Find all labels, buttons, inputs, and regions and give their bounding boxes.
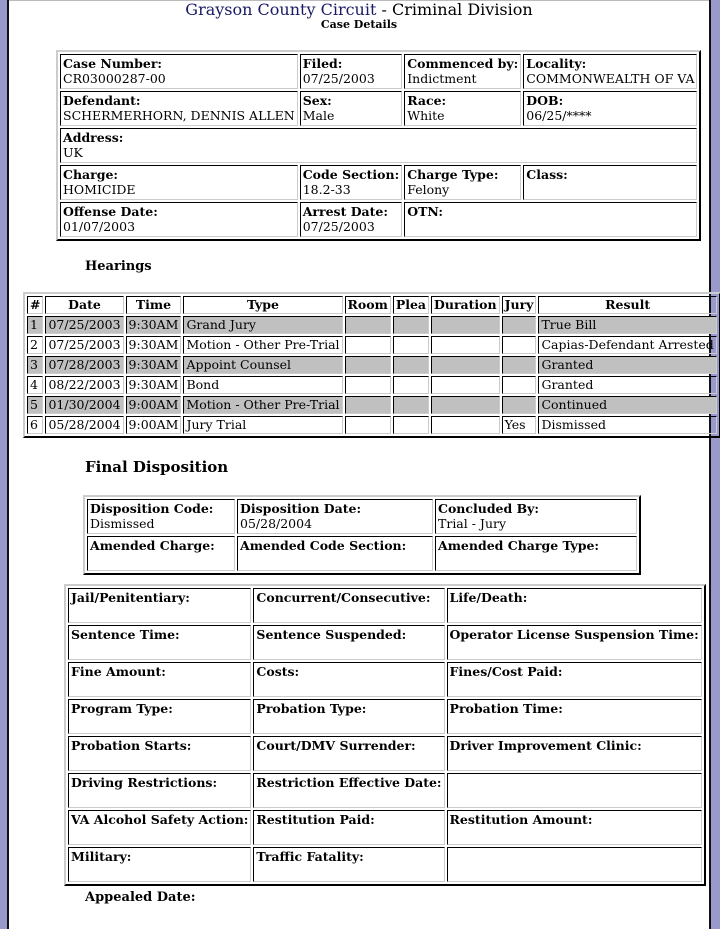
locality-value: COMMONWEALTH OF VA [526, 71, 695, 86]
sentencing-row [68, 662, 702, 697]
case-details-table [56, 50, 701, 241]
hearing-jury-cell [502, 396, 537, 414]
hearing-duration-cell [431, 376, 500, 394]
page-subtitle: Case Details [320, 18, 398, 31]
hearing-plea-cell [393, 416, 429, 434]
final-disposition-heading: Final Disposition [85, 458, 229, 476]
col-result: Result [538, 296, 716, 314]
hearing-result-cell: Continued [538, 396, 716, 414]
commenced-by-cell: Commenced by: Indictment [404, 54, 521, 89]
code-section-cell: Code Section: 18.2-33 [300, 165, 402, 200]
sentencing-row [68, 810, 702, 845]
hearing-room-cell [345, 416, 391, 434]
hearing-date-cell: 07/25/2003 [45, 336, 123, 354]
charge-type-value: Felony [407, 182, 450, 197]
sentencing-field-cell [253, 625, 444, 660]
sentencing-field-cell [253, 847, 444, 882]
sentencing-field-label: Costs: [256, 664, 300, 679]
locality-cell: Locality: COMMONWEALTH OF VA [523, 54, 697, 89]
address-value: UK [63, 145, 83, 160]
sentencing-field-label: Sentence Suspended: [256, 627, 407, 642]
sentencing-row [68, 625, 702, 660]
sentencing-field-label: Driver Improvement Clinic: [449, 738, 642, 753]
disposition-code-value: Dismissed [90, 516, 155, 531]
race-cell: Race: White [404, 91, 521, 126]
hearing-duration-cell [431, 356, 500, 374]
sentencing-field-cell [447, 699, 702, 734]
hearing-type-cell: Jury Trial [183, 416, 342, 434]
hearing-type-cell: Motion - Other Pre-Trial [183, 396, 342, 414]
sentencing-field-label: Fines/Cost Paid: [449, 664, 563, 679]
sentencing-field-cell [68, 699, 251, 734]
commenced-by-value: Indictment [407, 71, 477, 86]
sentencing-field-cell [253, 773, 444, 808]
sentencing-field-label: Restitution Amount: [449, 812, 593, 827]
hearing-duration-cell [431, 336, 500, 354]
col-time: Time [126, 296, 182, 314]
hearings-body [27, 316, 717, 434]
hearing-row [27, 316, 717, 334]
hearing-plea-cell [393, 356, 429, 374]
sentencing-field-label: Operator License Suspension Time: [449, 627, 699, 642]
sentencing-field-cell [253, 810, 444, 845]
charge-cell: Charge: HOMICIDE [60, 165, 298, 200]
sentencing-field-cell [68, 736, 251, 771]
sentencing-field-cell [447, 847, 702, 882]
sentencing-field-cell [447, 736, 702, 771]
otn-cell: OTN: [404, 202, 697, 237]
defendant-value: SCHERMERHORN, DENNIS ALLEN [63, 108, 295, 123]
sentencing-row [68, 699, 702, 734]
hearing-result-cell: Dismissed [538, 416, 716, 434]
col-number: # [27, 296, 43, 314]
hearing-row [27, 336, 717, 354]
col-jury: Jury [502, 296, 537, 314]
sentencing-field-cell [68, 847, 251, 882]
hearing-jury-cell [502, 376, 537, 394]
dob-cell: DOB: 06/25/**** [523, 91, 697, 126]
col-type: Type [183, 296, 342, 314]
offense-date-value: 01/07/2003 [63, 219, 136, 234]
sentencing-field-label: Court/DMV Surrender: [256, 738, 416, 753]
sentencing-row [68, 773, 702, 808]
hearing-type-cell: Grand Jury [183, 316, 342, 334]
sentencing-field-label: Life/Death: [449, 590, 528, 605]
disposition-date-value: 05/28/2004 [240, 516, 313, 531]
sentencing-field-label: Restitution Paid: [256, 812, 375, 827]
hearing-result-cell: True Bill [538, 316, 716, 334]
hearing-jury-cell: Yes [502, 416, 537, 434]
sentencing-field-label: Fine Amount: [71, 664, 166, 679]
arrest-date-value: 07/25/2003 [302, 219, 375, 234]
sex-value: Male [302, 108, 335, 123]
hearing-time-cell: 9:30AM [126, 336, 182, 354]
amended-code-section-cell: Amended Code Section: [237, 536, 433, 571]
hearing-result-cell: Granted [538, 376, 716, 394]
hearing-date-cell: 07/28/2003 [45, 356, 123, 374]
hearing-jury-cell [502, 356, 537, 374]
appealed-date-label: Appealed Date: [85, 890, 196, 905]
hearing-plea-cell [393, 316, 429, 334]
hearing-time-cell: 9:30AM [126, 356, 182, 374]
col-room: Room [345, 296, 391, 314]
sentencing-body [68, 588, 702, 882]
hearing-jury-cell [502, 336, 537, 354]
sentencing-field-label: Probation Type: [256, 701, 367, 716]
hearing-date-cell: 07/25/2003 [45, 316, 123, 334]
class-cell: Class: [523, 165, 697, 200]
offense-date-cell: Offense Date: 01/07/2003 [60, 202, 298, 237]
sentencing-field-label: Restriction Effective Date: [256, 775, 442, 790]
sentencing-row [68, 736, 702, 771]
sentencing-field-cell [447, 773, 702, 808]
hearing-time-cell: 9:30AM [126, 376, 182, 394]
col-plea: Plea [393, 296, 429, 314]
hearings-table [23, 292, 720, 438]
hearing-duration-cell [431, 416, 500, 434]
hearing-room-cell [345, 336, 391, 354]
hearing-room-cell [345, 396, 391, 414]
hearing-date-cell: 05/28/2004 [45, 416, 123, 434]
disposition-code-cell: Disposition Code: Dismissed [87, 499, 235, 534]
sex-cell: Sex: Male [300, 91, 402, 126]
sentencing-field-cell [253, 662, 444, 697]
concluded-by-value: Trial - Jury [438, 516, 507, 531]
hearings-heading: Hearings [85, 259, 152, 274]
sentencing-field-cell [253, 588, 444, 623]
hearing-jury-cell [502, 316, 537, 334]
page [7, 0, 714, 929]
sentencing-field-label: Sentence Time: [71, 627, 180, 642]
sentencing-field-cell [253, 699, 444, 734]
sentencing-field-cell [68, 588, 251, 623]
hearing-duration-cell [431, 396, 500, 414]
hearing-number-cell: 5 [27, 396, 43, 414]
hearing-row [27, 376, 717, 394]
address-cell: Address: UK [60, 128, 697, 163]
hearing-number-cell: 1 [27, 316, 43, 334]
hearing-plea-cell [393, 396, 429, 414]
filed-value: 07/25/2003 [302, 71, 375, 86]
hearing-number-cell: 2 [27, 336, 43, 354]
hearing-time-cell: 9:30AM [126, 316, 182, 334]
amended-charge-type-cell: Amended Charge Type: [435, 536, 637, 571]
hearing-room-cell [345, 316, 391, 334]
sentencing-field-cell [447, 810, 702, 845]
sentencing-field-label: Program Type: [71, 701, 173, 716]
hearing-number-cell: 4 [27, 376, 43, 394]
sentencing-field-label: Jail/Penitentiary: [71, 590, 190, 605]
hearing-date-cell: 01/30/2004 [45, 396, 123, 414]
hearing-row [27, 356, 717, 374]
sentencing-field-label: Probation Starts: [71, 738, 192, 753]
hearing-row [27, 416, 717, 434]
hearing-number-cell: 6 [27, 416, 43, 434]
court-name: Grayson County Circuit [185, 0, 377, 19]
charge-value: HOMICIDE [63, 182, 136, 197]
case-number-value: CR03000287-00 [63, 71, 166, 86]
sentencing-field-cell [68, 773, 251, 808]
final-disposition-table [83, 495, 641, 575]
case-number-cell: Case Number: CR03000287-00 [60, 54, 298, 89]
hearing-row [27, 396, 717, 414]
filed-cell: Filed: 07/25/2003 [300, 54, 402, 89]
defendant-cell: Defendant: SCHERMERHORN, DENNIS ALLEN [60, 91, 298, 126]
sentencing-field-label: Military: [71, 849, 132, 864]
hearing-type-cell: Bond [183, 376, 342, 394]
hearing-result-cell: Capias-Defendant Arrested [538, 336, 716, 354]
sentencing-row [68, 847, 702, 882]
col-date: Date [45, 296, 123, 314]
sentencing-row [68, 588, 702, 623]
concluded-by-cell: Concluded By: Trial - Jury [435, 499, 637, 534]
hearing-time-cell: 9:00AM [126, 396, 182, 414]
hearing-plea-cell [393, 376, 429, 394]
sentencing-table [64, 584, 706, 886]
hearing-result-cell: Granted [538, 356, 716, 374]
hearing-time-cell: 9:00AM [126, 416, 182, 434]
sentencing-field-cell [68, 810, 251, 845]
division-name: - Criminal Division [376, 0, 533, 19]
disposition-date-cell: Disposition Date: 05/28/2004 [237, 499, 433, 534]
hearing-date-cell: 08/22/2003 [45, 376, 123, 394]
sentencing-field-cell [447, 662, 702, 697]
race-value: White [407, 108, 445, 123]
sentencing-field-label: Concurrent/Consecutive: [256, 590, 431, 605]
arrest-date-cell: Arrest Date: 07/25/2003 [300, 202, 402, 237]
hearing-type-cell: Motion - Other Pre-Trial [183, 336, 342, 354]
hearing-type-cell: Appoint Counsel [183, 356, 342, 374]
sentencing-field-cell [68, 662, 251, 697]
hearing-duration-cell [431, 316, 500, 334]
hearing-plea-cell [393, 336, 429, 354]
charge-type-cell: Charge Type: Felony [404, 165, 521, 200]
page-title [9, 0, 709, 20]
code-section-value: 18.2-33 [302, 182, 351, 197]
sentencing-field-label: Probation Time: [449, 701, 563, 716]
sentencing-field-cell [253, 736, 444, 771]
hearing-number-cell: 3 [27, 356, 43, 374]
sentencing-field-label: Traffic Fatality: [256, 849, 364, 864]
dob-value: 06/25/**** [526, 108, 592, 123]
hearing-room-cell [345, 356, 391, 374]
sentencing-field-cell [68, 625, 251, 660]
hearings-header-row [27, 296, 717, 314]
sentencing-field-label: Driving Restrictions: [71, 775, 218, 790]
sentencing-field-cell [447, 625, 702, 660]
hearing-room-cell [345, 376, 391, 394]
amended-charge-cell: Amended Charge: [87, 536, 235, 571]
sentencing-field-cell [447, 588, 702, 623]
col-duration: Duration [431, 296, 500, 314]
sentencing-field-label: VA Alcohol Safety Action: [71, 812, 249, 827]
